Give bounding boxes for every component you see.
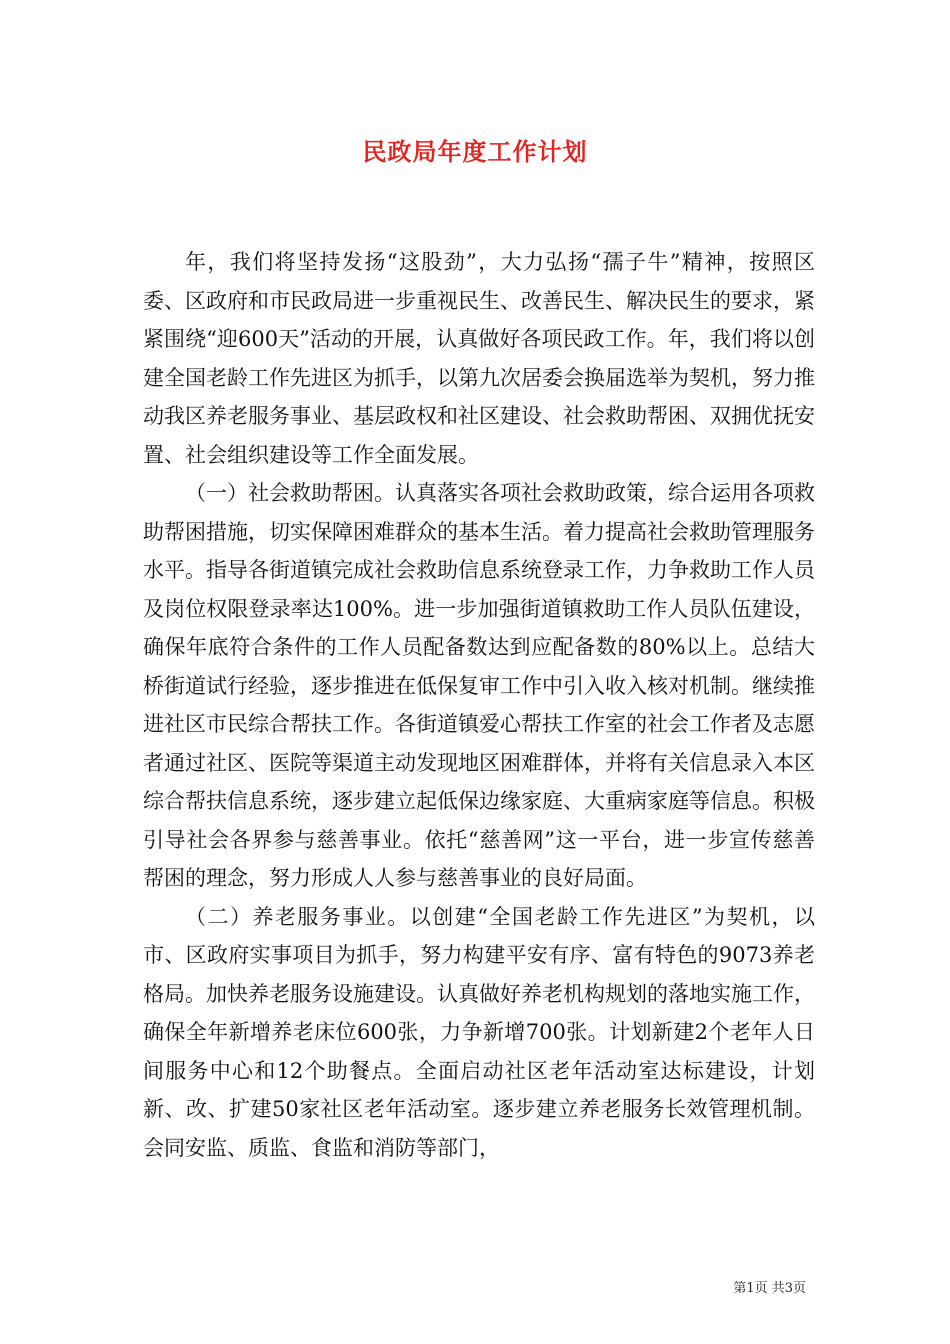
- paragraph-social-assistance: （一）社会救助帮困。认真落实各项社会救助政策，综合运用各项救助帮困措施，切实保障困难群众的基本生活。着力提高社会救助管理服务水平。指导各街道镇完成社会救助信息系统登录工作，力争救助工作人员及岗位权限登录率达100%。进一步加强街道镇救助工作人员队伍建设，确保年底符合条件的工作人员配备数达到应配备数的80%以上。总结大桥街道试行经验，逐步推进在低保复审工作中引入收入核对机制。继续推进社区市民综合帮扶工作。各街道镇爱心帮扶工作室的社会工作者及志愿者通过社区、医院等渠道主动发现地区困难群体，并将有关信息录入本区综合帮扶信息系统，逐步建立起低保边缘家庭、大重病家庭等信息。积极引导社会各界参与慈善事业。依托“慈善网”这一平台，进一步宣传慈善帮困的理念，努力形成人人参与慈善事业的良好局面。: [143, 481, 815, 890]
- document-title: 民政局年度工作计划: [362, 137, 588, 166]
- paragraph-elderly-services: （二）养老服务事业。以创建“全国老龄工作先进区”为契机，以市、区政府实事项目为抓手，努力构建平安有序、富有特色的9073养老格局。加快养老服务设施建设。认真做好养老机构规划的落地实施工作，确保全年新增养老床位600张，力争新增700张。计划新建2个老年人日间服务中心和12个助餐点。全面启动社区老年活动室达标建设，计划新、改、扩建50家社区老年活动室。逐步建立养老服务长效管理机制。会同安监、质监、食监和消防等部门，: [143, 904, 815, 1160]
- page-number: 第1页 共3页: [733, 1281, 806, 1296]
- paragraph-intro: 年，我们将坚持发扬“这股劲”，大力弘扬“孺子牛”精神，按照区委、区政府和市民政局进一步重视民生、改善民生、解决民生的要求，紧紧围绕“迎600天”活动的开展，认真做好各项民政工作。年，我们将以创建全国老龄工作先进区为抓手，以第九次居委会换届选举为契机，努力推动我区养老服务事业、基层政权和社区建设、社会救助帮困、双拥优抚安置、社会组织建设等工作全面发展。: [143, 250, 815, 467]
- document-body: [143, 243, 815, 1167]
